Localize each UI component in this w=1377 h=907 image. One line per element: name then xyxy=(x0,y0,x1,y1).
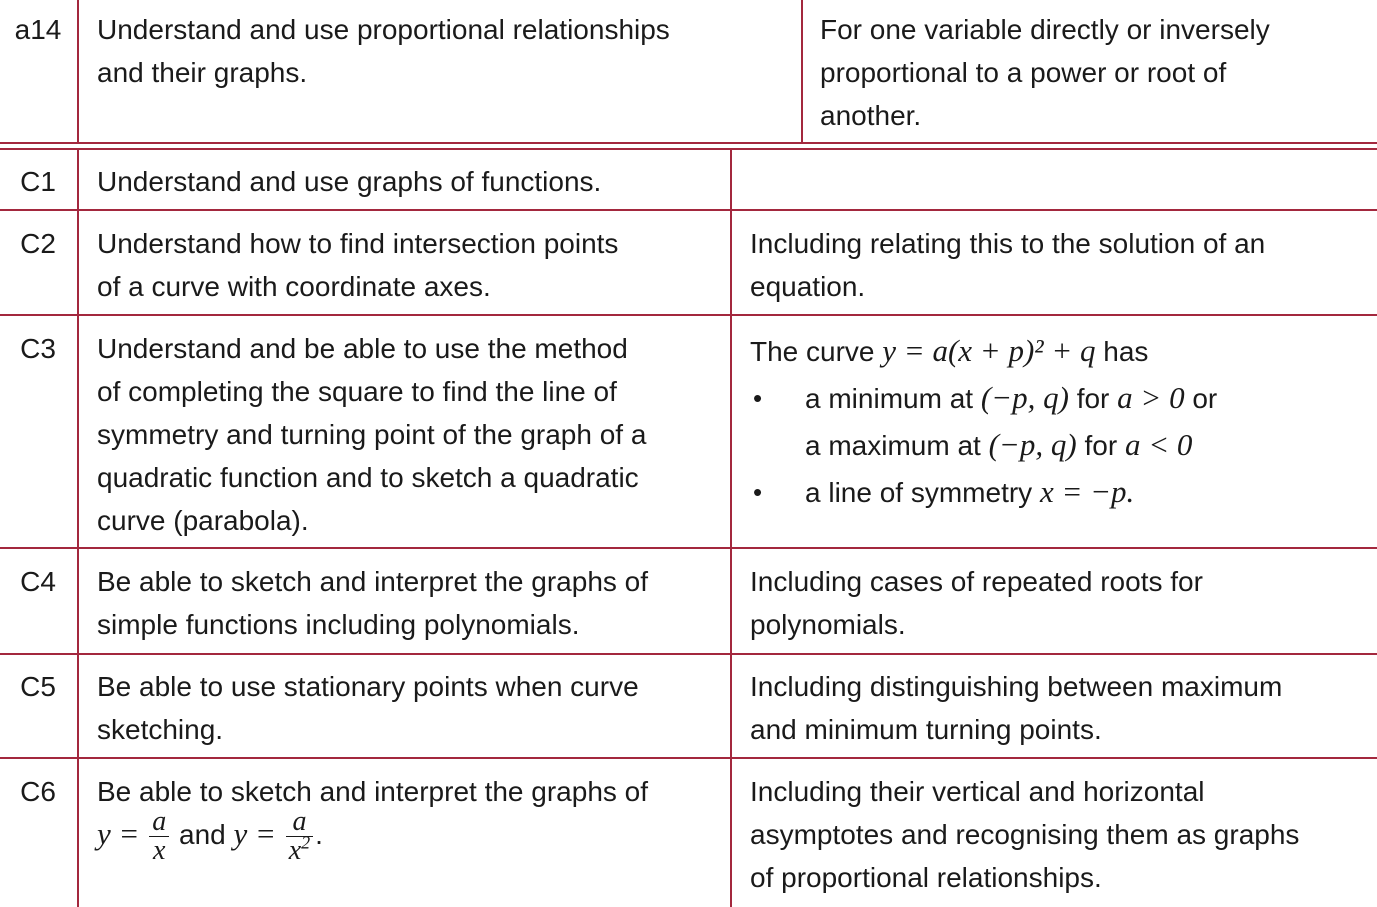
formula-lhs: y = xyxy=(97,816,140,851)
turning-point: (−p, q) xyxy=(988,427,1077,462)
bullet-icon: • xyxy=(753,383,763,413)
guidance-cell xyxy=(750,560,1370,646)
content-line: quadratic function and to sketch a quadratic xyxy=(97,462,639,493)
text-fragment: a minimum at xyxy=(805,383,974,414)
column-divider xyxy=(730,148,732,907)
fraction-a-over-x xyxy=(149,808,169,865)
content-line: of completing the square to find the line of xyxy=(97,376,617,407)
content-line: Be able to sketch and interpret the graphs of xyxy=(97,776,649,807)
text-fragment: or xyxy=(1192,383,1218,414)
guidance-line: of proportional relationships. xyxy=(750,862,1102,893)
content-cell xyxy=(97,665,722,751)
content-line: of a curve with coordinate axes. xyxy=(97,271,491,302)
numerator: a xyxy=(149,808,169,837)
denominator-base: x xyxy=(288,835,302,867)
guidance-line: Including cases of repeated roots for xyxy=(750,566,1203,597)
denominator: x xyxy=(153,835,166,867)
text-fragment: a maximum at xyxy=(805,430,981,461)
text-fragment: a line of symmetry xyxy=(805,477,1033,508)
row-code: C1 xyxy=(20,166,56,197)
column-divider xyxy=(801,0,803,142)
guidance-line: equation. xyxy=(750,271,866,302)
guidance-line: another. xyxy=(820,100,922,131)
guidance-line: polynomials. xyxy=(750,609,906,640)
content-cell xyxy=(97,222,722,308)
denominator xyxy=(286,832,313,867)
bullet-continuation xyxy=(750,422,1370,469)
content-cell xyxy=(97,560,722,646)
text-fragment: has xyxy=(1103,336,1149,367)
formula-line xyxy=(97,807,725,865)
guidance-line: and minimum turning points. xyxy=(750,714,1102,745)
content-line: sketching. xyxy=(97,714,224,745)
guidance-cell xyxy=(750,770,1370,899)
content-cell xyxy=(97,327,722,542)
text-fragment: for xyxy=(1084,430,1118,461)
guidance-line: proportional to a power or root of xyxy=(820,57,1227,88)
row-code: C5 xyxy=(20,671,56,702)
guidance-cell xyxy=(820,8,1370,137)
row-divider xyxy=(0,142,1377,144)
column-divider xyxy=(77,0,79,142)
guidance-intro xyxy=(750,328,1370,375)
row-code: C2 xyxy=(20,228,56,259)
content-line: Understand and use proportional relationships xyxy=(97,14,670,45)
content-cell xyxy=(97,160,722,203)
row-divider xyxy=(0,209,1377,211)
row-divider xyxy=(0,547,1377,549)
row-code: C6 xyxy=(20,776,56,807)
guidance-line: Including distinguishing between maximum xyxy=(750,671,1283,702)
text-fragment: The curve xyxy=(750,336,875,367)
row-divider xyxy=(0,653,1377,655)
guidance-line: Including their vertical and horizontal xyxy=(750,776,1205,807)
content-line: Understand how to find intersection points xyxy=(97,228,619,259)
guidance-cell xyxy=(750,222,1370,308)
column-divider xyxy=(77,148,79,907)
guidance-line: asymptotes and recognising them as graphs xyxy=(750,819,1300,850)
content-line: symmetry and turning point of the graph of a xyxy=(97,419,647,450)
text-fragment: and xyxy=(179,819,226,850)
exponent: 2 xyxy=(301,832,311,853)
bullet-item xyxy=(750,375,1370,422)
content-line: simple functions including polynomials. xyxy=(97,609,580,640)
numerator: a xyxy=(286,808,313,837)
condition: a > 0 xyxy=(1117,380,1185,415)
row-divider xyxy=(0,148,1377,150)
content-line: Understand and use graphs of functions. xyxy=(97,166,602,197)
fraction-a-over-x-squared xyxy=(286,808,313,865)
content-line: and their graphs. xyxy=(97,57,308,88)
turning-point: (−p, q) xyxy=(980,380,1069,415)
content-cell xyxy=(97,770,725,865)
content-line: curve (parabola). xyxy=(97,505,309,536)
vertex-form-formula: y = a(x + p)² + q xyxy=(882,333,1096,368)
guidance-cell xyxy=(750,328,1370,516)
formula-lhs: y = xyxy=(233,816,276,851)
text-fragment: for xyxy=(1076,383,1110,414)
content-cell xyxy=(97,8,787,94)
row-divider xyxy=(0,314,1377,316)
condition: a < 0 xyxy=(1124,427,1193,462)
content-line: Be able to sketch and interpret the graphs of xyxy=(97,566,649,597)
symmetry-line: x = −p. xyxy=(1039,474,1135,509)
row-divider xyxy=(0,757,1377,759)
guidance-line: Including relating this to the solution of an xyxy=(750,228,1266,259)
bullet-item xyxy=(750,469,1370,516)
text-fragment: . xyxy=(315,819,323,850)
guidance-cell xyxy=(750,665,1370,751)
guidance-line: For one variable directly or inversely xyxy=(820,14,1270,45)
row-code: a14 xyxy=(14,14,62,45)
content-line: Understand and be able to use the method xyxy=(97,333,628,364)
row-code: C3 xyxy=(20,333,56,364)
bullet-icon: • xyxy=(753,477,763,507)
row-code: C4 xyxy=(20,566,56,597)
content-line: Be able to use stationary points when curve xyxy=(97,671,639,702)
